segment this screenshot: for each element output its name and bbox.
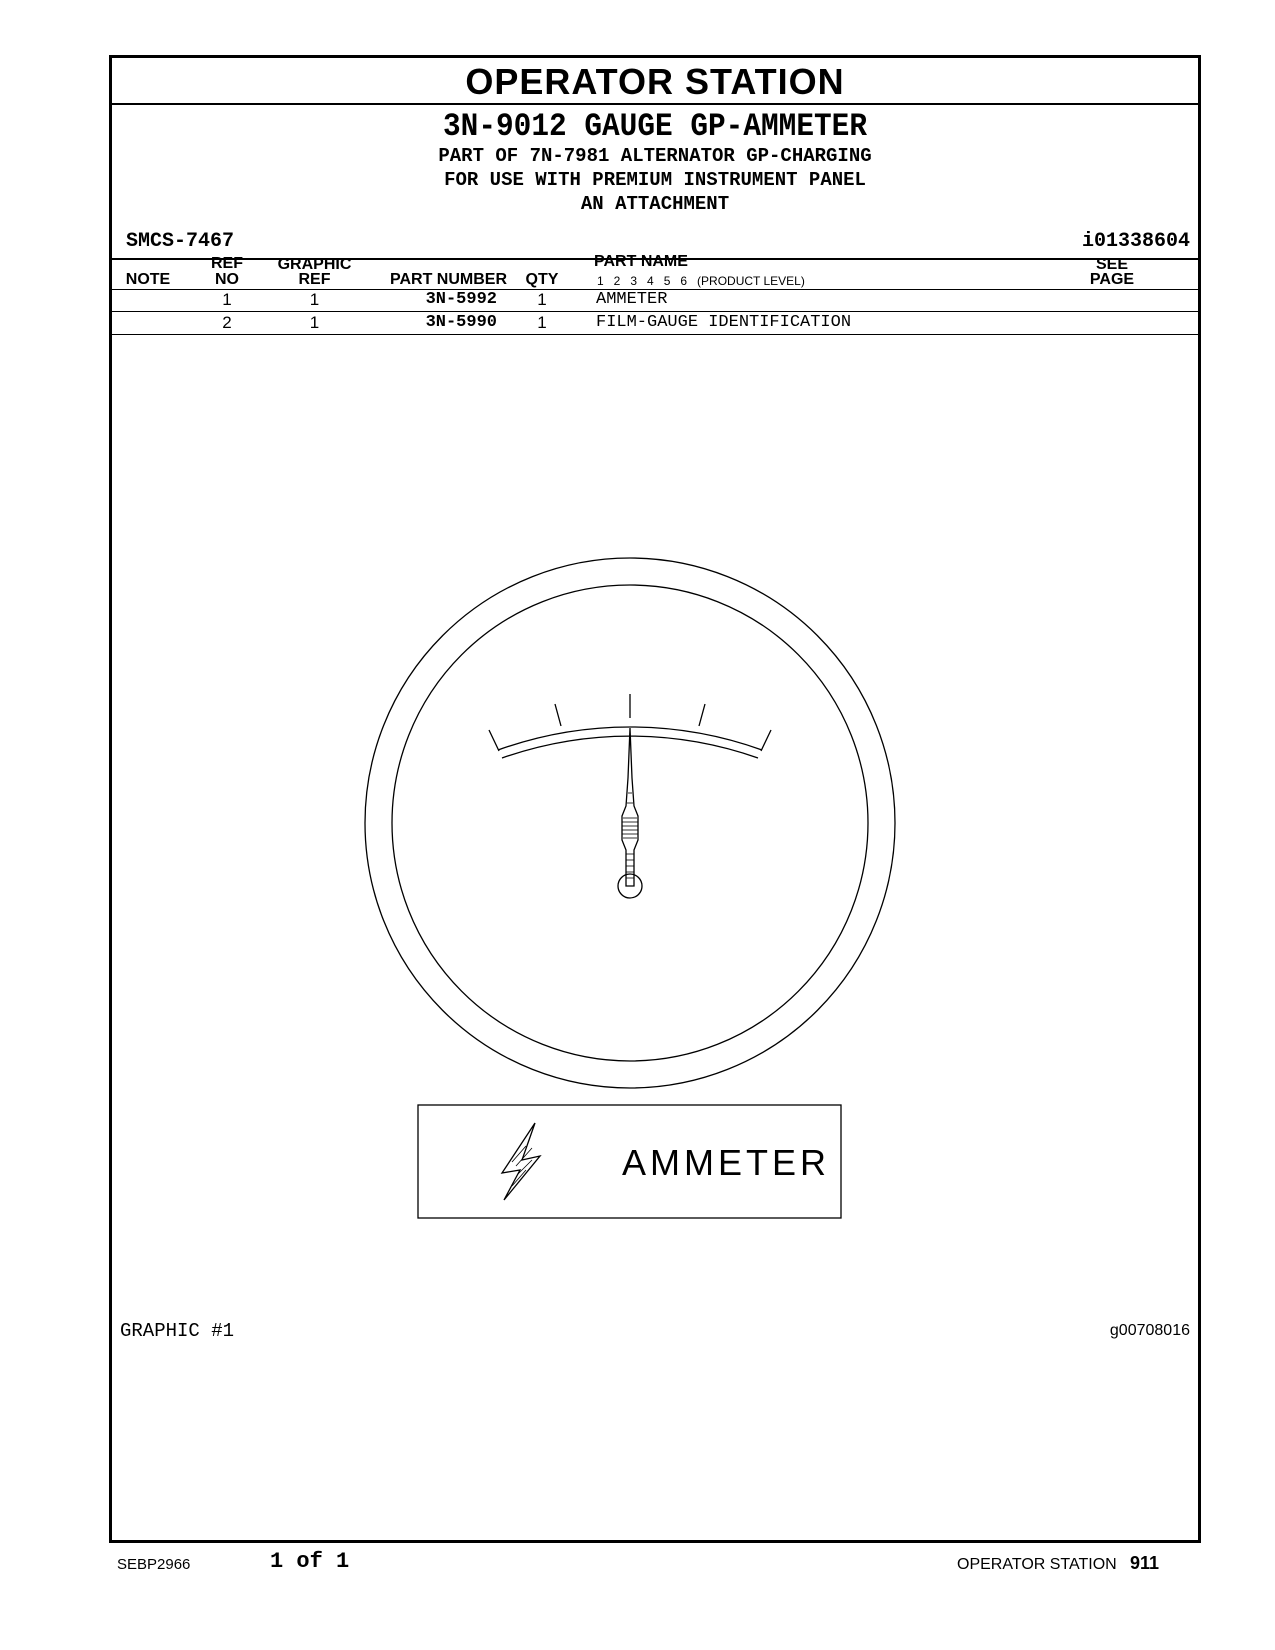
row2-part-number: 3N-5990 <box>425 313 497 332</box>
header-ref-no-2: NO <box>215 271 239 288</box>
row1-qty: 1 <box>537 290 547 309</box>
plate-text: AMMETER <box>622 1142 830 1183</box>
row1-part-name: AMMETER <box>596 290 668 309</box>
footer-doc-number: SEBP2966 <box>117 1556 191 1573</box>
header-part-name: PART NAME <box>594 253 688 270</box>
row2-graphic-ref: 1 <box>309 313 320 332</box>
assembly-title: 3N-9012 GAUGE GP-AMMETER <box>442 108 868 145</box>
footer-section: OPERATOR STATION <box>957 1556 1117 1573</box>
gauge-needle <box>622 728 638 886</box>
header-note: NOTE <box>125 271 171 288</box>
gauge-outer-ring <box>365 558 895 1088</box>
header-graphic-ref-2: REF <box>298 271 331 288</box>
document-id: i01338604 <box>1081 230 1190 253</box>
gauge-inner-ring <box>392 585 868 1061</box>
section-title: OPERATOR STATION <box>112 58 1198 105</box>
assembly-line-1: PART OF 7N-7981 ALTERNATOR GP-CHARGING <box>438 145 872 167</box>
gauge-tick-5 <box>761 730 771 751</box>
header-graphic-ref-1: GRAPHIC <box>277 256 352 273</box>
header-see-page-1: SEE <box>1095 256 1128 273</box>
gauge-tick-1 <box>489 730 499 751</box>
footer-page-number: 911 <box>1130 1553 1160 1573</box>
ammeter-graphic <box>112 58 1198 1540</box>
row2-part-name: FILM-GAUGE IDENTIFICATION <box>596 313 852 332</box>
graphic-id: g00708016 <box>1109 1322 1190 1339</box>
row1-part-number: 3N-5992 <box>425 290 497 309</box>
row2-ref-no: 2 <box>222 313 232 332</box>
row1-ref-no: 1 <box>222 290 232 309</box>
assembly-line-2: FOR USE WITH PREMIUM INSTRUMENT PANEL <box>444 169 866 191</box>
page-frame <box>109 55 1201 1543</box>
header-qty: QTY <box>525 271 559 288</box>
header-product-level: 1 2 3 4 5 6 (PRODUCT LEVEL) <box>597 274 805 288</box>
assembly-line-3: AN ATTACHMENT <box>580 193 730 215</box>
row1-graphic-ref: 1 <box>309 290 320 309</box>
row2-qty: 1 <box>537 313 547 332</box>
graphic-label: GRAPHIC #1 <box>120 1320 235 1342</box>
footer-page-of: 1 of 1 <box>270 1549 350 1574</box>
header-see-page-2: PAGE <box>1089 271 1135 288</box>
lightning-bolt-icon <box>502 1123 540 1200</box>
header-ref-no-1: REF <box>211 255 243 272</box>
header-part-number: PART NUMBER <box>389 271 507 288</box>
smcs-code: SMCS-7467 <box>126 230 235 253</box>
gauge-tick-2 <box>555 704 561 726</box>
gauge-tick-4 <box>699 704 705 726</box>
